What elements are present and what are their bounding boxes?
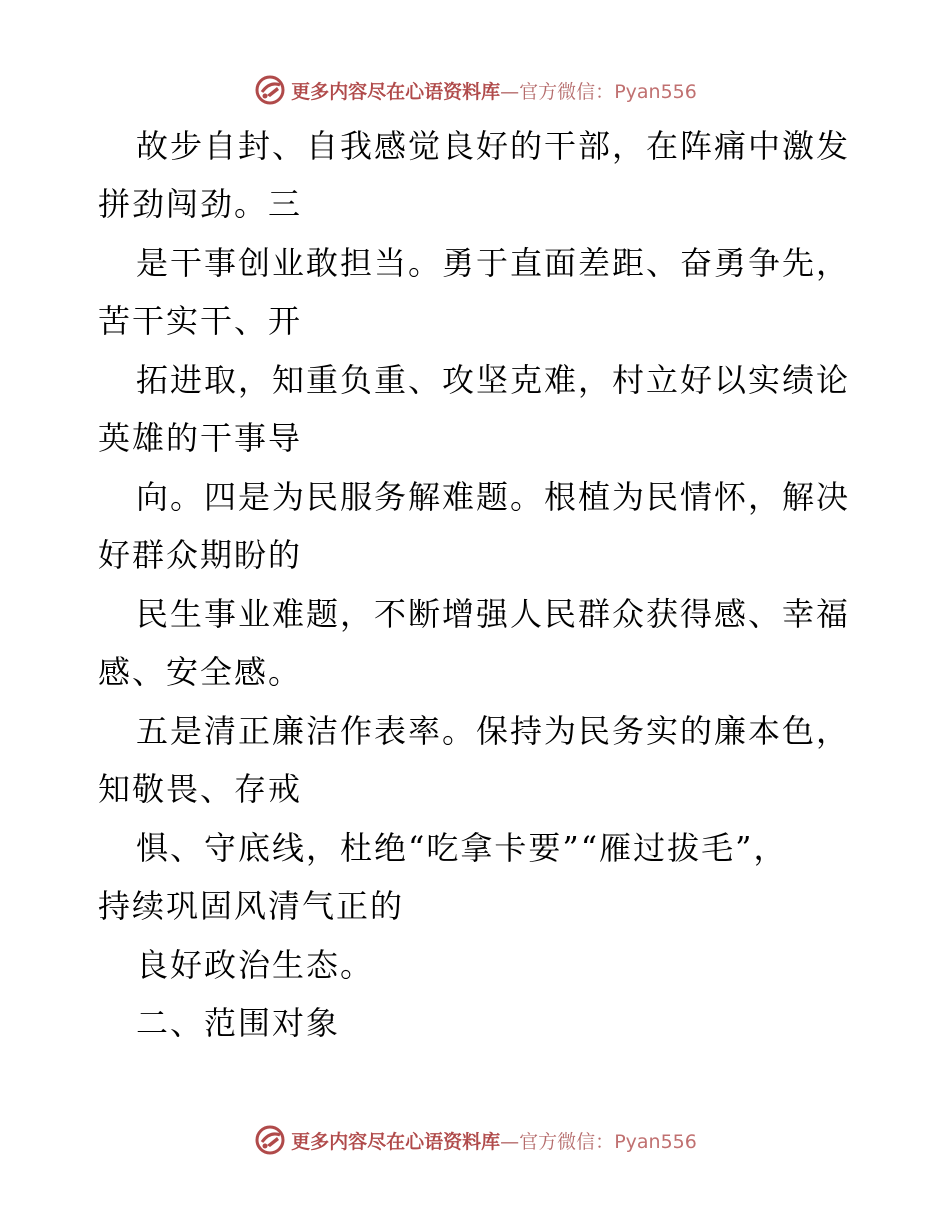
- text-line: 拓进取，知重负重、攻坚克难，村立好以实绩论: [136, 361, 851, 399]
- text-line: 二、范围对象: [136, 1004, 341, 1042]
- text-line: 知敬畏、存戒: [98, 770, 303, 808]
- footer-watermark: [0, 1120, 950, 1160]
- logo-icon: [253, 1123, 287, 1157]
- watermark-id: Pyan556: [614, 80, 697, 103]
- watermark-rest: —官方微信：: [500, 1130, 615, 1153]
- watermark-strong: 更多内容尽在心语资料库: [291, 80, 501, 103]
- text-line: 惧、守底线，杜绝“吃拿卡要”“雁过拔毛”，: [136, 829, 788, 867]
- text-line: 苦干实干、开: [98, 302, 303, 340]
- watermark-text: [291, 77, 697, 104]
- text-line: 好群众期盼的: [98, 536, 303, 574]
- text-line: 良好政治生态。: [136, 946, 375, 984]
- text-line: 民生事业难题，不断增强人民群众获得感、幸福: [136, 595, 851, 633]
- watermark-text: [291, 1127, 697, 1154]
- text-line: 拼劲闯劲。三: [98, 185, 303, 223]
- header-watermark: [0, 70, 950, 110]
- text-line: 五是清正廉洁作表率。保持为民务实的廉本色，: [136, 712, 851, 750]
- text-line: 故步自封、自我感觉良好的干部，在阵痛中激发: [136, 127, 851, 165]
- watermark-strong: 更多内容尽在心语资料库: [291, 1130, 501, 1153]
- text-line: 是干事创业敢担当。勇于直面差距、奋勇争先，: [136, 244, 851, 282]
- logo-icon: [253, 73, 287, 107]
- watermark-rest: —官方微信：: [500, 80, 615, 103]
- watermark-id: Pyan556: [614, 1130, 697, 1153]
- text-line: 向。四是为民服务解难题。根植为民情怀，解决: [136, 478, 851, 516]
- text-line: 英雄的干事导: [98, 419, 303, 457]
- text-line: 持续巩固风清气正的: [98, 887, 405, 925]
- text-line: 感、安全感。: [98, 653, 303, 691]
